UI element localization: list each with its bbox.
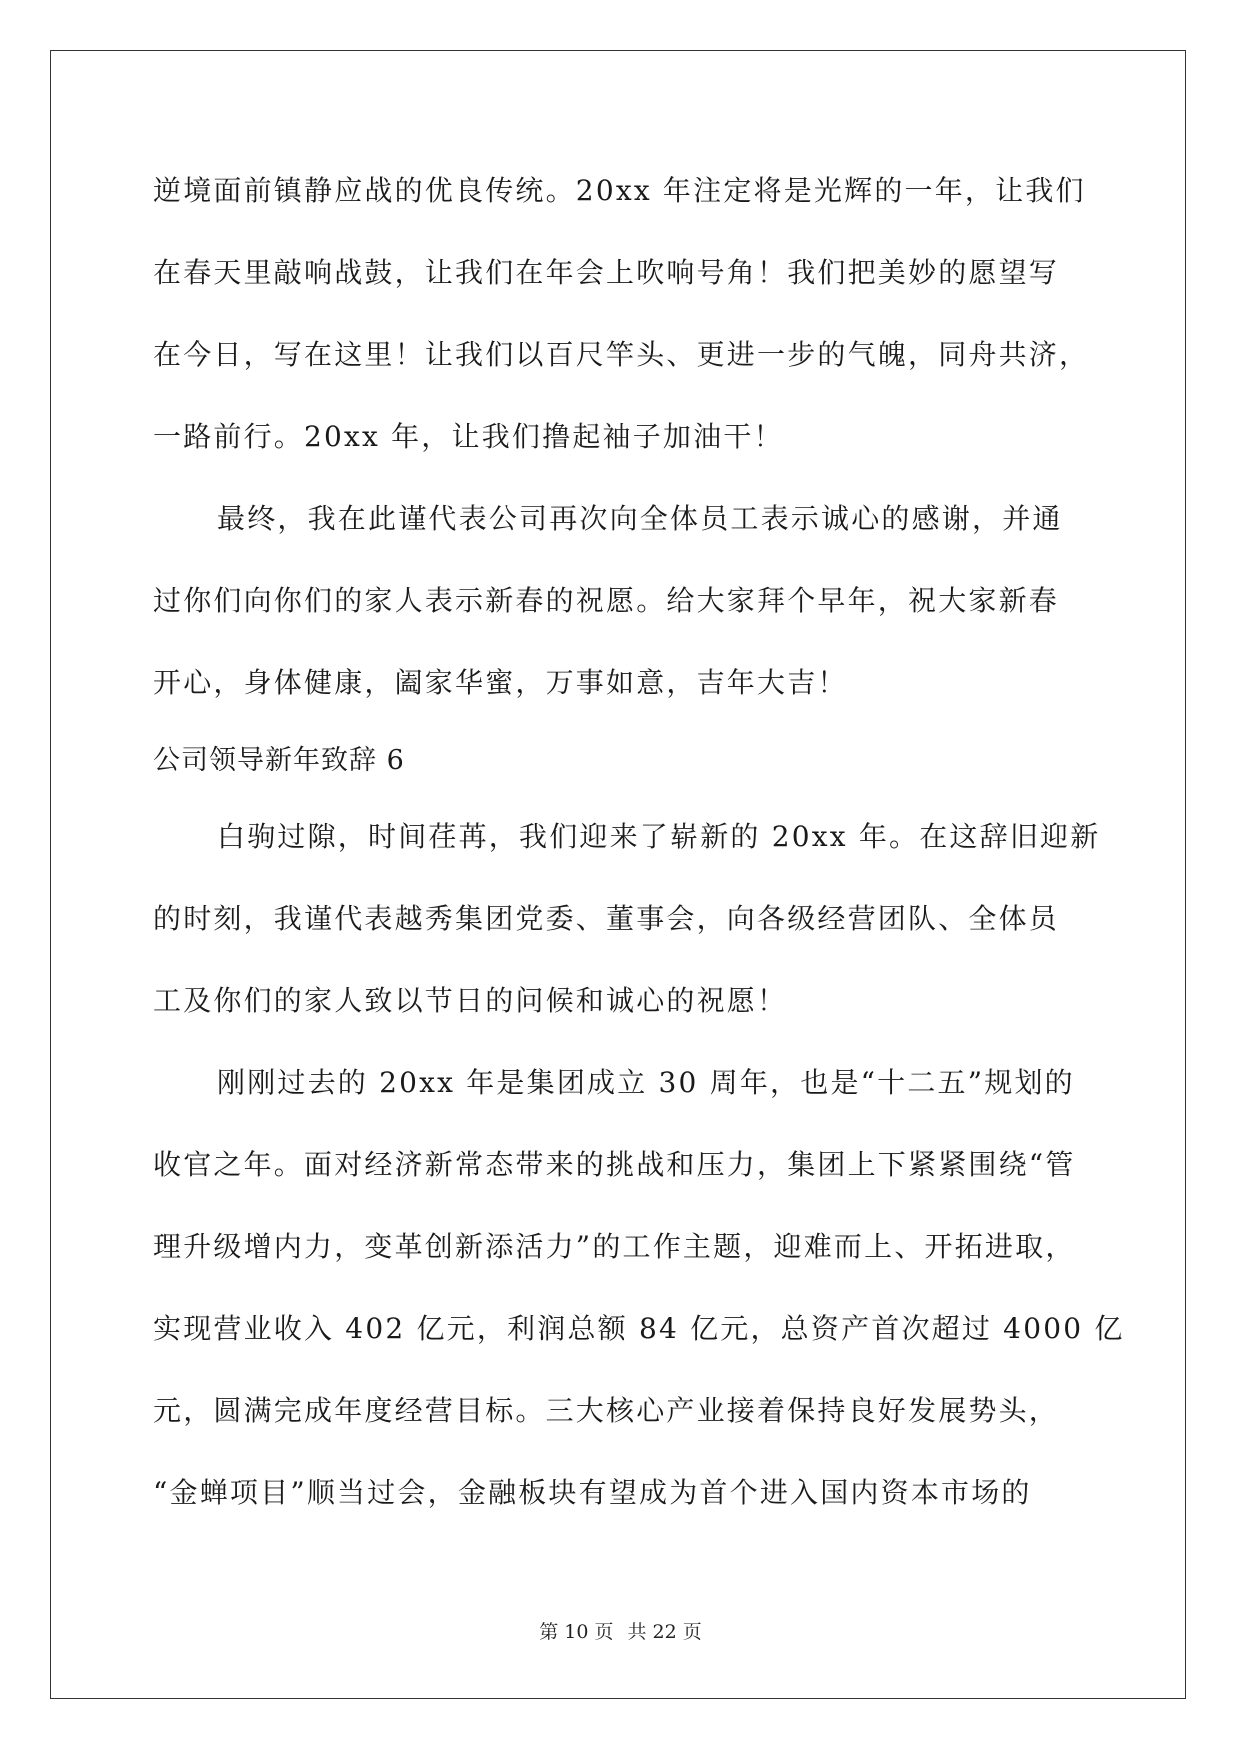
text-line: 的时刻，我谨代表越秀集团党委、董事会，向各级经营团队、全体员 — [153, 902, 1060, 935]
text-line: 白驹过隙，时间荏苒，我们迎来了崭新的 20xx 年。在这辞旧迎新 — [217, 820, 1101, 853]
text-line: 开心，身体健康，阖家华蜜，万事如意，吉年大吉！ — [153, 666, 848, 699]
page-footer — [0, 1617, 1241, 1644]
page-number: 第 10 页 — [539, 1621, 614, 1643]
text-line: 一路前行。20xx 年，让我们撸起袖子加油干！ — [153, 420, 784, 453]
text-line: 收官之年。面对经济新常态带来的挑战和压力，集团上下紧紧围绕“管 — [153, 1148, 1076, 1181]
section-heading: 公司领导新年致辞 6 — [153, 745, 405, 776]
document-body — [153, 162, 1125, 1546]
text-line: 实现营业收入 402 亿元，利润总额 84 亿元，总资产首次超过 4000 亿 — [153, 1312, 1125, 1345]
text-line: 最终，我在此谨代表公司再次向全体员工表示诚心的感谢，并通 — [217, 502, 1063, 535]
text-line: 过你们向你们的家人表示新春的祝愿。给大家拜个早年，祝大家新春 — [153, 584, 1060, 617]
text-line: 理升级增内力，变革创新添活力”的工作主题，迎难而上、开拓进取， — [153, 1230, 1076, 1263]
text-line: 在今日，写在这里！让我们以百尺竿头、更进一步的气魄，同舟共济， — [153, 338, 1090, 371]
text-line: 在春天里敲响战鼓，让我们在年会上吹响号角！我们把美妙的愿望写 — [153, 256, 1060, 289]
text-line: 工及你们的家人致以节日的问候和诚心的祝愿！ — [153, 984, 788, 1017]
text-line: 元，圆满完成年度经营目标。三大核心产业接着保持良好发展势头， — [153, 1394, 1060, 1427]
text-line: “金蝉项目”顺当过会，金融板块有望成为首个进入国内资本市场的 — [153, 1476, 1032, 1509]
text-line: 逆境面前镇静应战的优良传统。20xx 年注定将是光辉的一年，让我们 — [153, 174, 1086, 207]
page-total: 共 22 页 — [627, 1621, 702, 1643]
text-line: 刚刚过去的 20xx 年是集团成立 30 周年，也是“十二五”规划的 — [217, 1066, 1075, 1099]
